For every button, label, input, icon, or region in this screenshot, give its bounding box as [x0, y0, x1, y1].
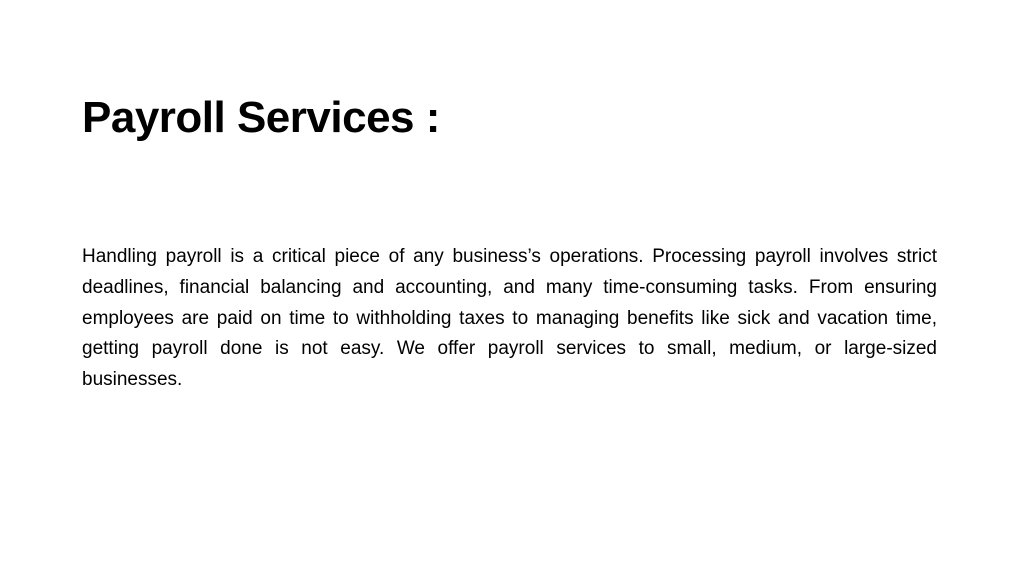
slide-body-text: Handling payroll is a critical piece of any business’s operations. Processing payroll involves strict deadlines, financial balancing and accounting, and many time-consuming tasks. From ensuring employees are paid on time to withholding taxes to managing benefits like sick and vacation time, getting payroll done is not easy. We offer payroll services to small, medium, or large-sized businesses. — [82, 246, 937, 391]
slide-title: Payroll Services : — [82, 93, 440, 142]
